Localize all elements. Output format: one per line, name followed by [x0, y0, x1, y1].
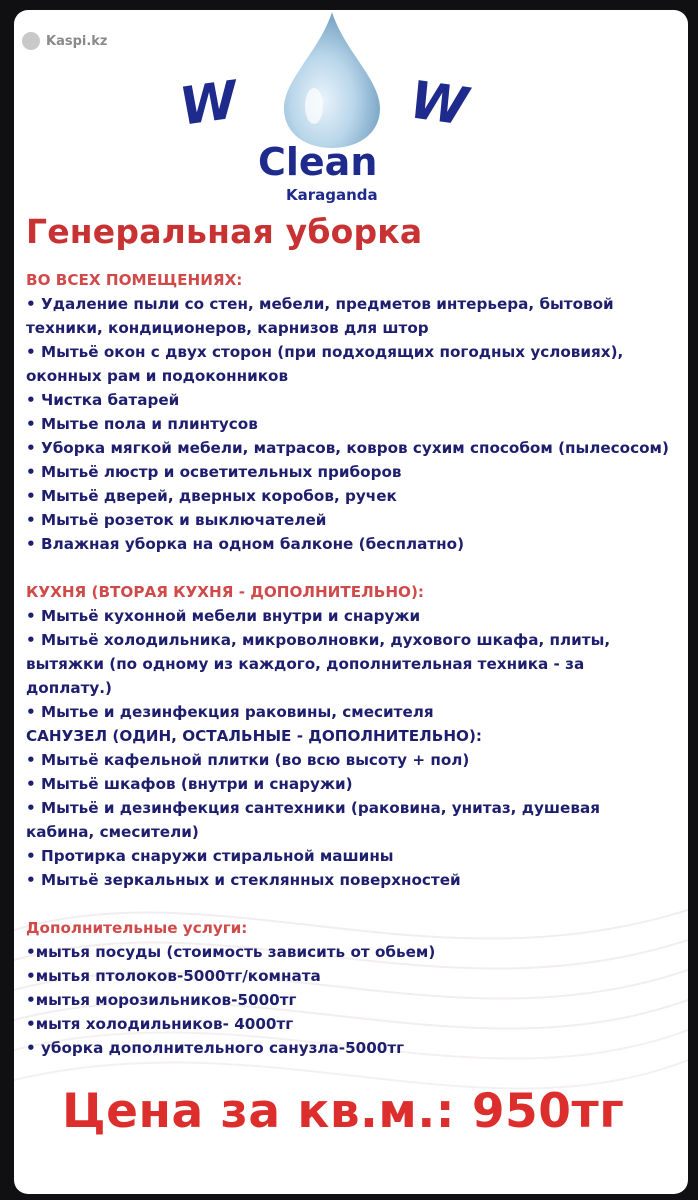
section-title-rooms: ВО ВСЕХ ПОМЕЩЕНИЯХ: — [26, 271, 243, 289]
list-item: • Влажная уборка на одном балконе (бесплатно) — [26, 535, 465, 553]
logo-brand-name: Clean — [258, 140, 378, 184]
list-item: вытяжки (по одному из каждого, дополнительная техника - за — [26, 655, 585, 673]
bathroom-list — [26, 748, 686, 892]
list-item: доплату.) — [26, 679, 112, 697]
list-item: • Мытьё дверей, дверных коробов, ручек — [26, 487, 397, 505]
section-title-extras: Дополнительные услуги: — [26, 919, 248, 937]
list-item: • Мытьё люстр и осветительных приборов — [26, 463, 402, 481]
spacer — [26, 892, 686, 916]
kaspi-watermark — [22, 32, 108, 50]
logo-city: Karaganda — [286, 186, 378, 204]
list-item: • Удаление пыли со стен, мебели, предметов интерьера, бытовой — [26, 295, 614, 313]
rooms-list — [26, 292, 686, 556]
listing-image — [14, 10, 688, 1194]
list-item: • уборка дополнительного санузла-5000тг — [26, 1039, 405, 1057]
list-item: •мытя холодильников- 4000тг — [26, 1015, 294, 1033]
list-item: кабина, смесители) — [26, 823, 199, 841]
section-title-bathroom: САНУЗЕЛ (ОДИН, ОСТАЛЬНЫЕ - ДОПОЛНИТЕЛЬНО): — [26, 727, 482, 745]
list-item: • Мытьё кафельной плитки (во всю высоту + пол) — [26, 751, 470, 769]
section-title-kitchen: КУХНЯ (ВТОРАЯ КУХНЯ - ДОПОЛНИТЕЛЬНО): — [26, 583, 424, 601]
kitchen-list — [26, 604, 686, 724]
list-item: • Протирка снаружи стиральной машины — [26, 847, 394, 865]
wow-clean-logo — [14, 10, 688, 210]
list-item: •мытья морозильников-5000тг — [26, 991, 297, 1009]
list-item: • Мытье и дезинфекция раковины, смесителя — [26, 703, 434, 721]
list-item: • Мытьё кухонной мебели внутри и снаружи — [26, 607, 421, 625]
spacer — [26, 556, 686, 580]
list-item: • Чистка батарей — [26, 391, 180, 409]
list-item: •мытья птолоков-5000тг/комната — [26, 967, 321, 985]
list-item: • Мытье пола и плинтусов — [26, 415, 258, 433]
logo-letter-w-left: W — [176, 70, 242, 138]
price-per-sqm: Цена за кв.м.: 950тг — [62, 1084, 625, 1139]
list-item: •мытья посуды (стоимость зависить от обьем) — [26, 943, 436, 961]
logo-letter-w-right: W — [406, 70, 472, 138]
list-item: • Мытьё и дезинфекция сантехники (раковина, унитаз, душевая — [26, 799, 600, 817]
list-item: • Мытьё холодильника, микроволновки, духового шкафа, плиты, — [26, 631, 611, 649]
list-item: • Мытьё шкафов (внутри и снаружи) — [26, 775, 353, 793]
list-item: • Мытьё розеток и выключателей — [26, 511, 327, 529]
list-item: • Мытьё окон с двух сторон (при подходящих погодных условиях), — [26, 343, 624, 361]
kaspi-logo-icon — [22, 32, 40, 50]
list-item: оконных рам и подоконников — [26, 367, 289, 385]
water-drop-icon — [262, 10, 402, 150]
services-description — [26, 268, 686, 1060]
watermark-text: Kaspi.kz — [46, 33, 108, 49]
page-title: Генеральная уборка — [26, 212, 423, 251]
list-item: • Мытьё зеркальных и стеклянных поверхностей — [26, 871, 461, 889]
list-item: • Уборка мягкой мебели, матрасов, ковров сухим способом (пылесосом) — [26, 439, 669, 457]
list-item: техники, кондиционеров, карнизов для штор — [26, 319, 429, 337]
extras-list — [26, 940, 686, 1060]
